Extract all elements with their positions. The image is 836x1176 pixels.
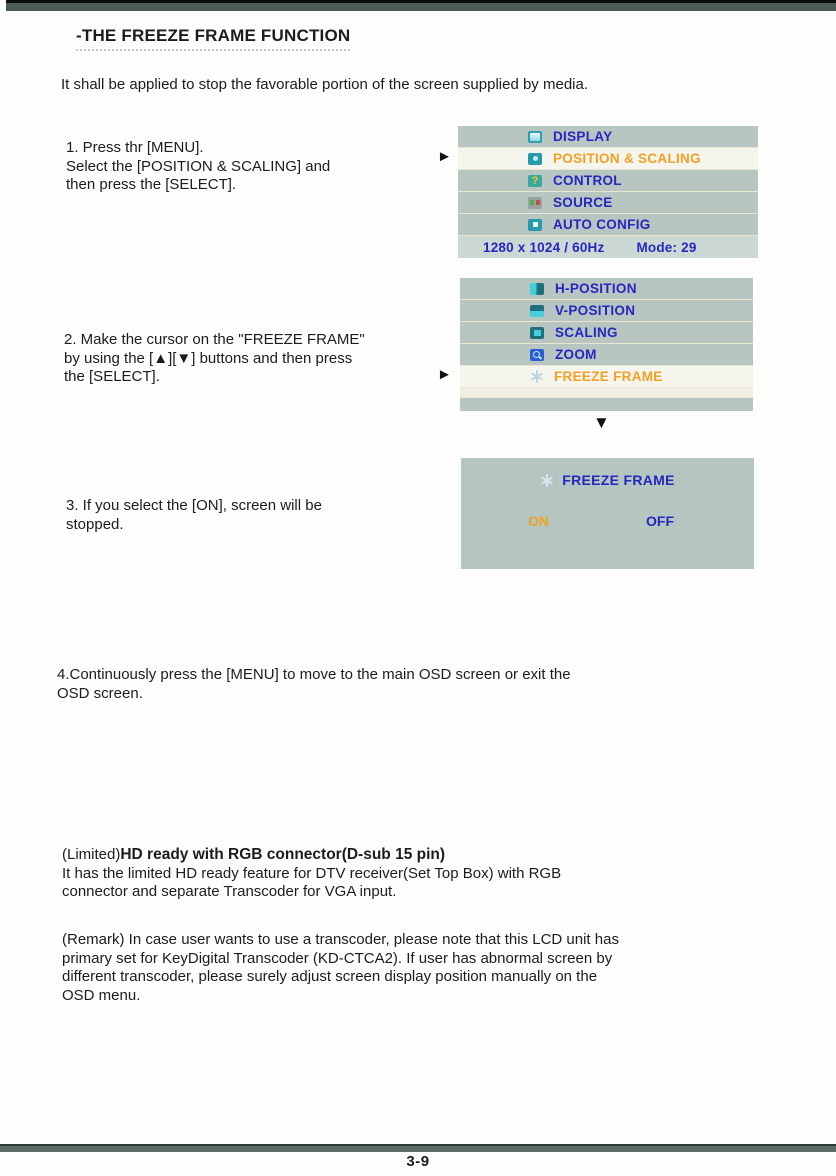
position-scaling-icon	[528, 153, 542, 165]
step-4-line: OSD screen.	[57, 684, 143, 702]
osd-item-position-scaling-selected	[458, 148, 758, 169]
osd-item-label: POSITION & SCALING	[553, 151, 701, 166]
osd-item-label: AUTO CONFIG	[553, 217, 651, 232]
osd-position-menu	[460, 278, 753, 411]
osd-item-source	[458, 192, 758, 213]
osd-bottom-strip	[460, 398, 753, 411]
top-rule	[6, 0, 836, 11]
resolution-readout: 1280 x 1024 / 60Hz	[483, 239, 605, 255]
osd-item-label: FREEZE FRAME	[554, 369, 663, 384]
limited-line: connector and separate Transcoder for VGA input.	[62, 883, 397, 900]
step-4-line: 4.Continuously press the [MENU] to move to the main OSD screen or exit the	[57, 666, 571, 683]
step-2-line: 2. Make the cursor on the "FREEZE FRAME"	[64, 331, 365, 348]
osd-item-label: ZOOM	[555, 347, 597, 362]
step-3-text	[66, 497, 466, 534]
osd-item-label: V-POSITION	[555, 303, 636, 318]
step-2-text	[64, 331, 474, 387]
osd-item-label: CONTROL	[553, 173, 622, 188]
snowflake-icon	[540, 474, 553, 487]
down-arrow-icon: ▼	[593, 413, 610, 432]
freeze-frame-title-row	[461, 472, 754, 488]
osd-empty-row	[460, 388, 753, 397]
page-number: 3-9	[406, 1153, 430, 1170]
step-1-line: Select the [POSITION & SCALING] and	[66, 157, 331, 175]
snowflake-icon	[530, 370, 543, 383]
auto-config-icon	[528, 219, 542, 231]
osd-status-row	[458, 236, 758, 258]
step-1-text	[66, 139, 466, 195]
page-title: -THE FREEZE FRAME FUNCTION	[76, 26, 350, 51]
remark-note	[62, 931, 822, 1005]
control-icon	[528, 175, 542, 187]
step-3-line: stopped.	[66, 515, 124, 533]
step-1-line: 1. Press thr [MENU].	[66, 139, 204, 156]
step-4-text	[57, 666, 817, 703]
step-3-line: 3. If you select the [ON], screen will be	[66, 497, 322, 514]
limited-heading-bold: HD ready with RGB connector(D-sub 15 pin)	[120, 846, 446, 863]
mode-readout: Mode: 29	[636, 239, 697, 255]
step-2-line: by using the [▲][▼] buttons and then press	[64, 349, 353, 367]
intro-text: It shall be applied to stop the favorable portion of the screen supplied by media.	[61, 76, 588, 93]
scaling-icon	[530, 327, 544, 339]
h-position-icon	[530, 283, 544, 295]
osd-main-menu	[458, 126, 758, 258]
limited-note	[62, 846, 802, 902]
v-position-icon	[530, 305, 544, 317]
remark-line: OSD menu.	[62, 986, 141, 1004]
osd-item-zoom	[460, 344, 753, 365]
zoom-icon	[530, 349, 544, 361]
freeze-frame-title: FREEZE FRAME	[562, 472, 675, 488]
osd-item-label: DISPLAY	[553, 129, 613, 144]
off-option: OFF	[646, 513, 674, 529]
remark-line: different transcoder, please surely adjust screen display position manually on the	[62, 968, 598, 985]
display-icon	[528, 131, 542, 143]
osd-item-label: SOURCE	[553, 195, 613, 210]
step-2-line: the [SELECT].	[64, 368, 160, 385]
step-1-line: then press the [SELECT].	[66, 176, 237, 193]
osd-item-freeze-frame-selected	[460, 366, 753, 387]
osd-item-v-position	[460, 300, 753, 321]
osd-item-auto-config	[458, 214, 758, 235]
limited-prefix: (Limited)	[62, 846, 121, 863]
bottom-rule	[0, 1144, 836, 1152]
source-icon	[528, 197, 542, 209]
remark-line: (Remark) In case user wants to use a transcoder, please note that this LCD unit has	[62, 931, 619, 948]
osd-item-display	[458, 126, 758, 147]
right-arrow-icon: ►	[437, 366, 452, 383]
osd-freeze-frame-panel	[461, 458, 754, 569]
remark-line: primary set for KeyDigital Transcoder (KD-CTCA2). If user has abnormal screen by	[62, 949, 613, 967]
osd-item-label: H-POSITION	[555, 281, 637, 296]
osd-item-scaling	[460, 322, 753, 343]
right-arrow-icon: ►	[437, 148, 452, 165]
on-option-selected: ON	[528, 513, 549, 529]
limited-line: It has the limited HD ready feature for DTV receiver(Set Top Box) with RGB	[62, 864, 562, 882]
limited-heading	[62, 846, 802, 865]
osd-item-label: SCALING	[555, 325, 618, 340]
osd-item-control	[458, 170, 758, 191]
osd-item-h-position	[460, 278, 753, 299]
